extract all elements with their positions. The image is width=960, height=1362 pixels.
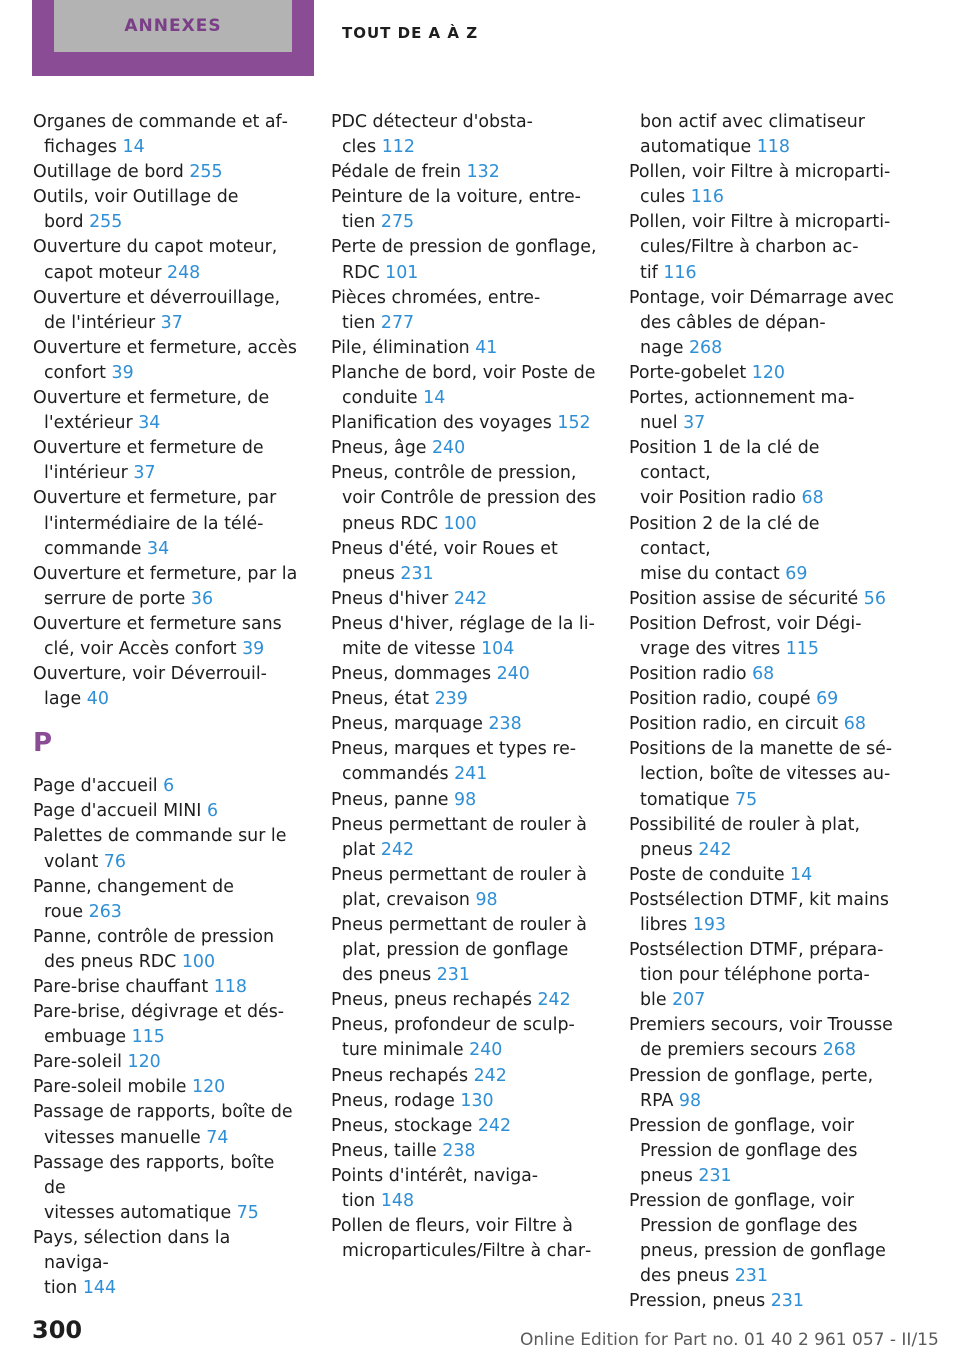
- footer: [520, 1330, 939, 1350]
- index-entry: [33, 160, 299, 185]
- index-entry-text: Pneus, dommages: [331, 664, 492, 685]
- index-page-link[interactable]: 132: [466, 162, 500, 183]
- index-entry-text: Poste de conduite: [629, 864, 785, 885]
- page-header: [0, 0, 960, 76]
- index-page-link[interactable]: 98: [454, 789, 477, 810]
- section-tab: [32, 0, 314, 76]
- index-page-link[interactable]: 40: [86, 689, 109, 710]
- index-entry-text: Outillage de bord: [33, 162, 184, 183]
- index-page-link[interactable]: 118: [213, 977, 247, 997]
- index-entry: [331, 612, 597, 662]
- index-page-link[interactable]: 231: [436, 965, 470, 986]
- index-entry: [331, 1214, 597, 1264]
- index-page-link[interactable]: 118: [756, 137, 790, 158]
- index-entry: [33, 975, 299, 1000]
- index-entry-text: Pneus, marquage: [331, 714, 483, 735]
- index-entry: [331, 1164, 597, 1214]
- index-entry-text: Planification des voyages: [331, 413, 552, 434]
- index-entry-text: Pays, sélection dans la naviga‐ tion: [33, 1227, 231, 1299]
- index-entry-text: Outils, voir Outillage de bord: [33, 187, 239, 233]
- index-entry: [33, 436, 299, 486]
- index-entry-text: Pneus d'hiver, réglage de la li‐ mite de vitesse: [331, 613, 595, 659]
- index-page-link[interactable]: 6: [206, 801, 219, 822]
- index-entry: [629, 662, 895, 687]
- index-entry-text: bon actif avec climatiseur automatique: [640, 112, 865, 158]
- index-entry-text: Pression, pneus: [629, 1291, 766, 1312]
- index-page-link[interactable]: 104: [481, 638, 515, 659]
- index-entry-text: Position 1 de la clé de contact, voir Position radio: [629, 438, 820, 509]
- index-page-link[interactable]: 275: [380, 212, 415, 233]
- index-entry-text: Pile, élimination: [331, 337, 470, 358]
- index-entry-text: Pare-brise, dégivrage et dés‐ embuage: [33, 1002, 285, 1048]
- index-page-link[interactable]: 37: [160, 312, 183, 333]
- index-page-link[interactable]: 68: [801, 488, 824, 509]
- index-entry: [33, 1075, 299, 1100]
- index-entry-text: Position assise de sécurité: [629, 588, 859, 609]
- index-entry-text: Pollen, voir Filtre à microparti‐ cules: [629, 162, 891, 208]
- index-entry-text: Page d'accueil: [33, 776, 158, 797]
- index-page-link[interactable]: 255: [189, 162, 223, 183]
- index-entry: [331, 988, 597, 1013]
- index-page-link[interactable]: 242: [380, 839, 415, 860]
- index-entry: [33, 185, 299, 235]
- index-entry: [629, 1189, 895, 1289]
- index-entry-text: Ouverture et fermeture, par la serrure de porte: [33, 563, 298, 609]
- index-entry: [33, 799, 299, 824]
- index-entry-text: Pneus, profondeur de sculp‐ ture minimale: [331, 1015, 575, 1061]
- index-entry: [629, 1114, 895, 1189]
- index-entry-text: Pression de gonflage, perte, RPA: [629, 1065, 874, 1111]
- index-entry-text: Portes, actionnement ma‐ nuel: [629, 388, 855, 434]
- index-entry: [331, 235, 597, 285]
- index-entry-text: Pare-soleil: [33, 1052, 122, 1073]
- index-page-link[interactable]: 238: [488, 714, 522, 735]
- index-entry: [33, 1000, 299, 1050]
- index-page-link[interactable]: 100: [443, 513, 477, 534]
- page-number: 300: [32, 1316, 83, 1344]
- index-entry: [33, 774, 299, 799]
- index-entry: [629, 813, 895, 863]
- index-page-link[interactable]: 36: [190, 588, 214, 609]
- index-entry: [331, 913, 597, 988]
- index-entry-text: Pression de gonflage, voir Pression de gonflage des pneus: [629, 1115, 858, 1186]
- index-entry-text: Pneus, taille: [331, 1140, 437, 1161]
- index-entry: [331, 1114, 597, 1139]
- index-entry: [33, 486, 299, 561]
- index-entry-text: Points d'intérêt, naviga‐ tion: [331, 1165, 539, 1212]
- section-tab-label: ANNEXES: [124, 16, 222, 36]
- index-page-link[interactable]: 240: [496, 664, 530, 685]
- index-page-link[interactable]: 193: [692, 915, 726, 935]
- index-page-link[interactable]: 242: [453, 588, 488, 609]
- index-page-link[interactable]: 34: [138, 413, 161, 434]
- index-entry: [331, 1013, 597, 1063]
- index-entry-text: Pneus permettant de rouler à plat, pression de gonflage des pneus: [331, 915, 587, 986]
- index-entry-text: Pneus permettant de rouler à plat, crevaison: [331, 864, 587, 910]
- index-entry-text: Position 2 de la clé de contact, mise du contact: [629, 513, 820, 584]
- index-entry: [629, 210, 895, 285]
- index-entry: [33, 286, 299, 336]
- index-page-link[interactable]: 207: [672, 990, 706, 1011]
- index-entry-text: Pédale de frein: [331, 162, 462, 183]
- index-entry-text: Pare-soleil mobile: [33, 1077, 187, 1098]
- index-entry-text: Porte-gobelet: [629, 362, 747, 383]
- index-page-link[interactable]: 255: [89, 212, 123, 233]
- index-page-link[interactable]: 120: [751, 362, 785, 383]
- index-page-link[interactable]: 98: [475, 889, 498, 910]
- index-entry-text: Pneus, âge: [331, 438, 427, 459]
- index-page-link[interactable]: 39: [242, 638, 265, 659]
- index-page-link[interactable]: 238: [442, 1140, 476, 1161]
- index-page-link[interactable]: 115: [785, 638, 819, 659]
- index-page-link[interactable]: 240: [431, 438, 466, 459]
- index-page-link[interactable]: 268: [688, 337, 723, 358]
- index-page-link[interactable]: 69: [785, 563, 808, 584]
- index-entry: [629, 1064, 895, 1114]
- index-page-link[interactable]: 116: [663, 262, 697, 283]
- index-entry: [629, 160, 895, 210]
- index-entry: [331, 336, 597, 361]
- index-entry-text: Panne, changement de roue: [33, 876, 234, 922]
- index-entry: [33, 1100, 299, 1150]
- index-entry-text: Pneus, rodage: [331, 1090, 455, 1111]
- index-entry-text: Pollen, voir Filtre à microparti‐ cules/Filtre à charbon ac‐ tif: [629, 212, 891, 283]
- index-entry-text: Ouverture et fermeture, par l'intermédiaire de la télé‐ commande: [33, 488, 277, 559]
- index-entry: [33, 336, 299, 386]
- index-entry: [33, 875, 299, 925]
- index-entry-text: Position radio, coupé: [629, 689, 811, 710]
- index-entry: [629, 1013, 895, 1063]
- index-page-link[interactable]: 74: [206, 1127, 229, 1148]
- index-column-1: [33, 110, 299, 1301]
- index-entry: [33, 824, 299, 874]
- index-entry: [629, 436, 895, 511]
- index-entry-text: Pneus permettant de rouler à plat: [331, 814, 587, 860]
- index-page-link[interactable]: 263: [88, 901, 122, 922]
- index-entry-text: Pontage, voir Démarrage avec des câbles de dépan‐ nage: [629, 287, 895, 358]
- index-page-link[interactable]: 56: [863, 588, 886, 609]
- index-entry-text: Pneus d'hiver: [331, 588, 449, 609]
- index-entry-text: Postsélection DTMF, kit mains libres: [629, 889, 889, 935]
- index-entry-text: Pneus, état: [331, 689, 430, 710]
- index-entry: [331, 185, 597, 235]
- index-page-link[interactable]: 14: [423, 388, 446, 409]
- index-page-link[interactable]: 39: [111, 362, 134, 383]
- index-entry: [331, 687, 597, 712]
- index-entry: [331, 537, 597, 587]
- index-page-link[interactable]: 120: [192, 1077, 226, 1098]
- index-page-link[interactable]: 68: [752, 664, 775, 685]
- index-entry-text: Planche de bord, voir Poste de conduite: [331, 362, 596, 409]
- index-page-link[interactable]: 231: [734, 1266, 768, 1287]
- index-entry: [33, 925, 299, 975]
- index-page-link[interactable]: 277: [380, 312, 415, 333]
- index-entry: [331, 813, 597, 863]
- index-entry-text: Possibilité de rouler à plat, pneus: [629, 814, 861, 860]
- index-page-link[interactable]: 41: [475, 337, 498, 358]
- index-entry-text: Ouverture, voir Déverrouil‐ lage: [33, 664, 267, 710]
- index-entry: [629, 361, 895, 386]
- index-entry: [33, 562, 299, 612]
- index-entry-text: Panne, contrôle de pression des pneus RDC: [33, 926, 275, 972]
- index-page-link[interactable]: 101: [385, 262, 419, 283]
- index-entry: [629, 1289, 895, 1314]
- index-page-link[interactable]: 144: [82, 1278, 117, 1299]
- index-entry: [629, 110, 895, 160]
- index-page-link[interactable]: 37: [133, 463, 156, 484]
- index-entry: [33, 1050, 299, 1075]
- index-page-link[interactable]: 98: [678, 1090, 702, 1111]
- index-entry: [33, 235, 299, 285]
- index-entry-text: Passage de rapports, boîte de vitesses manuelle: [33, 1102, 293, 1148]
- index-entry: [33, 1226, 299, 1301]
- index-entry-text: Pneus, stockage: [331, 1115, 473, 1136]
- index-entry-text: Pression de gonflage, voir Pression de gonflage des pneus, pression de gonflage des pneus: [629, 1191, 886, 1287]
- index-entry: [331, 712, 597, 737]
- index-entry: [629, 863, 895, 888]
- index-page-link[interactable]: 115: [131, 1027, 165, 1048]
- index-entry: [629, 612, 895, 662]
- index-entry: [331, 361, 597, 411]
- index-entry: [331, 461, 597, 536]
- index-page-link[interactable]: 75: [236, 1202, 259, 1223]
- index-entry: [331, 110, 597, 160]
- index-entry: [33, 110, 299, 160]
- index-entry: [331, 863, 597, 913]
- index-entry: [331, 411, 597, 436]
- index-entry-text: Ouverture et fermeture de l'intérieur: [33, 438, 264, 484]
- index-page-link[interactable]: 75: [735, 789, 758, 810]
- index-page-link[interactable]: 148: [380, 1191, 415, 1212]
- index-entry-text: Pneus, pneus rechapés: [331, 990, 532, 1011]
- index-entry: [629, 712, 895, 737]
- index-page-link[interactable]: 231: [770, 1291, 804, 1312]
- index-entry-text: Pneus, marques et types re‐ commandés: [331, 739, 577, 785]
- index-entry-text: Pare-brise chauffant: [33, 977, 209, 997]
- index-entry: [629, 286, 895, 361]
- index-entry-text: Pièces chromées, entre‐ tien: [331, 287, 541, 333]
- index-entry-text: Pollen de fleurs, voir Filtre à microparticules/Filtre à char‐: [331, 1216, 592, 1262]
- index-entry-text: Ouverture et déverrouillage, de l'intérieur: [33, 287, 281, 333]
- index-entry-text: Premiers secours, voir Trousse de premiers secours: [629, 1015, 893, 1061]
- index-page-link[interactable]: 116: [690, 187, 724, 208]
- index-entry: [629, 687, 895, 712]
- index-section-letter: P: [33, 728, 53, 759]
- index-entry: [33, 1151, 299, 1226]
- index-entry-text: Pneus, contrôle de pression, voir Contrôle de pression des pneus RDC: [331, 463, 597, 534]
- index-entry: [331, 662, 597, 687]
- index-entry-text: Postsélection DTMF, prépara‐ tion pour téléphone porta‐ ble: [629, 940, 884, 1011]
- index-entry-text: Position Defrost, voir Dégi‐ vrage des vitres: [629, 613, 862, 659]
- index-page-link[interactable]: 14: [790, 864, 813, 885]
- index-entry-text: Pneus rechapés: [331, 1065, 469, 1086]
- index-page-link[interactable]: 152: [557, 413, 591, 434]
- index-page-link[interactable]: 37: [683, 413, 706, 434]
- index-entry: [629, 386, 895, 436]
- index-entry-text: Peinture de la voiture, entre‐ tien: [331, 187, 581, 233]
- index-page-link[interactable]: 34: [147, 538, 170, 559]
- index-page-link[interactable]: 240: [469, 1040, 503, 1061]
- index-page-link[interactable]: 242: [477, 1115, 512, 1136]
- index-entry-text: Positions de la manette de sé‐ lection, boîte de vitesses au‐ tomatique: [629, 739, 893, 810]
- index-page-link[interactable]: 100: [181, 951, 216, 972]
- index-entry: [331, 160, 597, 185]
- index-entry-text: Pneus d'été, voir Roues et pneus: [331, 538, 558, 584]
- index-entry-text: Passage des rapports, boîte de vitesses automatique: [33, 1152, 275, 1223]
- index-entry: [33, 662, 299, 712]
- index-page-link[interactable]: 239: [434, 689, 468, 710]
- index-entry-text: PDC détecteur d'obsta‐ cles: [331, 112, 533, 158]
- index-page-link[interactable]: 231: [400, 563, 434, 584]
- index-page-link[interactable]: 268: [822, 1040, 856, 1061]
- index-page-link[interactable]: 130: [460, 1090, 494, 1111]
- index-page-link[interactable]: 242: [537, 990, 571, 1011]
- index-page-link[interactable]: 6: [163, 776, 175, 797]
- index-page-link[interactable]: 68: [843, 714, 866, 735]
- index-entry: [629, 938, 895, 1013]
- index-page-link[interactable]: 242: [473, 1065, 507, 1086]
- index-entry: [331, 737, 597, 787]
- index-entry: [629, 888, 895, 938]
- index-entry-text: Pneus, panne: [331, 789, 449, 810]
- index-page-link[interactable]: 248: [167, 262, 201, 283]
- index-entry: [331, 286, 597, 336]
- index-entry-text: Ouverture et fermeture, accès confort: [33, 337, 297, 383]
- index-page-link[interactable]: 231: [698, 1165, 732, 1186]
- index-entry-text: Position radio, en circuit: [629, 714, 839, 735]
- index-page-link[interactable]: 242: [698, 839, 732, 860]
- section-tab-inner: [54, 0, 292, 52]
- footer-edition: Online Edition for Part no. 01 40 2 961 057 - II/15: [520, 1330, 939, 1350]
- index-entry-text: Organes de commande et af‐ fichages: [33, 112, 288, 158]
- index-page-link[interactable]: 69: [816, 689, 839, 710]
- index-page-link[interactable]: 112: [381, 137, 415, 158]
- index-entry-text: Ouverture et fermeture, de l'extérieur: [33, 388, 270, 434]
- index-page-link[interactable]: 14: [122, 137, 145, 158]
- index-page-link[interactable]: 241: [454, 764, 488, 785]
- index-column-3: [629, 110, 895, 1315]
- index-entry-text: Page d'accueil MINI: [33, 801, 202, 822]
- index-entry: [629, 512, 895, 587]
- index-entry: [331, 1064, 597, 1089]
- index-page-link[interactable]: 120: [127, 1052, 161, 1073]
- index-column-2: [331, 110, 597, 1264]
- index-entry: [33, 612, 299, 662]
- index-entry: [331, 587, 597, 612]
- index-entry: [331, 1139, 597, 1164]
- index-entry: [629, 737, 895, 812]
- index-entry: [331, 788, 597, 813]
- index-entry-text: Ouverture du capot moteur, capot moteur: [33, 237, 278, 283]
- chapter-title: TOUT DE A À Z: [342, 24, 479, 42]
- index-entry-text: Perte de pression de gonflage, RDC: [331, 237, 597, 283]
- index-entry: [331, 436, 597, 461]
- index-entry: [331, 1089, 597, 1114]
- index-entry: [33, 386, 299, 436]
- index-entry-text: Palettes de commande sur le volant: [33, 826, 287, 872]
- index-entry-text: Position radio: [629, 664, 747, 685]
- index-entry: [629, 587, 895, 612]
- index-page-link[interactable]: 76: [103, 851, 126, 872]
- index-entry-text: Ouverture et fermeture sans clé, voir Accès confort: [33, 613, 282, 659]
